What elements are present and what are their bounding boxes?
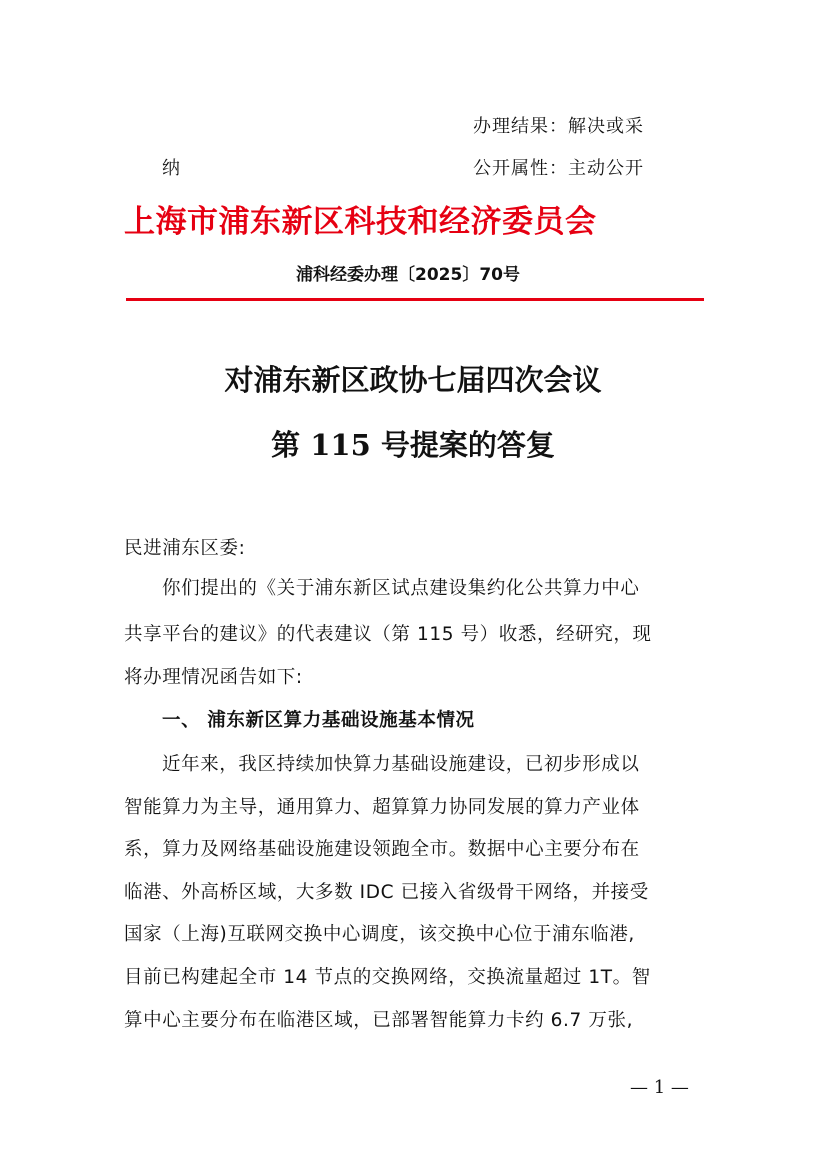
paragraph-line: 目前已构建起全市 14 节点的交换网络，交换流量超过 1T。智 <box>124 967 651 988</box>
document-title-line-1: 对浦东新区政协七届四次会议 <box>224 363 602 397</box>
page-number: — 1 — <box>630 1077 689 1098</box>
organization-name: 上海市浦东新区科技和经济委员会 <box>124 204 597 240</box>
section-heading: 一、 浦东新区算力基础设施基本情况 <box>162 710 475 731</box>
paragraph-line: 算中心主要分布在临港区域，已部署智能算力卡约 6.7 万张, <box>124 1010 634 1031</box>
document-number: 浦科经委办理〔2025〕70号 <box>296 265 520 285</box>
handling-result: 办理结果：解决或采 <box>473 116 644 137</box>
paragraph-line: 国家（上海)互联网交换中心调度，该交换中心位于浦东临港, <box>124 924 635 945</box>
handling-result-continued: 纳 <box>162 158 181 179</box>
document-title-line-2: 第 115 号提案的答复 <box>271 428 555 462</box>
paragraph-line: 你们提出的《关于浦东新区试点建设集约化公共算力中心 <box>162 578 640 599</box>
red-divider-line <box>126 298 704 301</box>
salutation: 民进浦东区委: <box>124 538 246 559</box>
paragraph-line: 智能算力为主导，通用算力、超算算力协同发展的算力产业体 <box>124 797 640 818</box>
paragraph-line: 系，算力及网络基础设施建设领跑全市。数据中心主要分布在 <box>124 839 640 860</box>
paragraph-line: 临港、外高桥区域，大多数 IDC 已接入省级骨干网络，并接受 <box>124 882 649 903</box>
paragraph-line: 近年来，我区持续加快算力基础设施建设，已初步形成以 <box>162 754 640 775</box>
paragraph-line: 共享平台的建议》的代表建议（第 115 号）收悉，经研究，现 <box>124 624 652 645</box>
disclosure-attribute: 公开属性：主动公开 <box>473 158 644 179</box>
paragraph-line: 将办理情况函告如下: <box>124 667 303 688</box>
